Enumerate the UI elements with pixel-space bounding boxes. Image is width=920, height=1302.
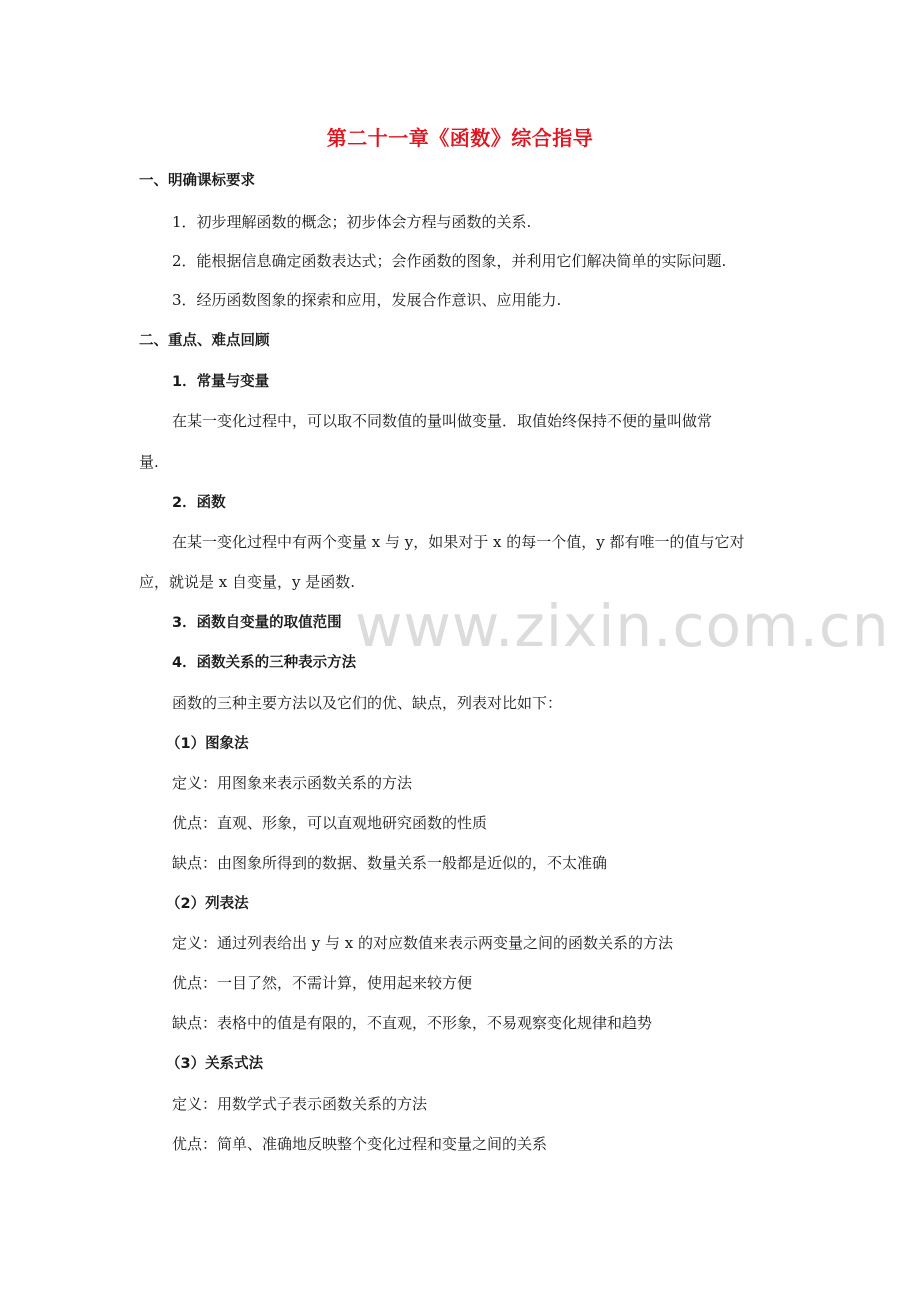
subheading-domain: 3．函数自变量的取值范围 (172, 615, 342, 631)
method-table-disadvantage: 缺点：表格中的值是有限的，不直观，不形象，不易观察变化规律和趋势 (172, 1014, 653, 1032)
paragraph-function-line1: 在某一变化过程中有两个变量 x 与 y，如果对于 x 的每一个值，y 都有唯一的值与它对 (172, 533, 745, 551)
subheading-representations: 4．函数关系的三种表示方法 (172, 655, 357, 671)
method-graph-definition: 定义：用图象来表示函数关系的方法 (172, 774, 413, 792)
method-heading-graph: （1）图象法 (166, 736, 249, 752)
requirement-item-3: 3．经历函数图象的探索和应用，发展合作意识、应用能力. (172, 291, 562, 309)
method-formula-advantage: 优点：简单、准确地反映整个变化过程和变量之间的关系 (172, 1135, 548, 1153)
document-title: 第二十一章《函数》综合指导 (326, 126, 594, 150)
method-graph-advantage: 优点：直观、形象，可以直观地研究函数的性质 (172, 814, 488, 832)
paragraph-function-line2: 应，就说是 x 自变量，y 是函数. (139, 573, 356, 591)
paragraph-constants-line1: 在某一变化过程中，可以取不同数值的量叫做变量．取值始终保持不便的量叫做常 (172, 412, 713, 430)
section-heading-key-points: 二、重点、难点回顾 (139, 333, 270, 349)
requirement-item-1: 1．初步理解函数的概念；初步体会方程与函数的关系. (172, 213, 532, 231)
paragraph-constants-line2: 量. (139, 453, 159, 471)
method-formula-definition: 定义：用数学式子表示函数关系的方法 (172, 1095, 428, 1113)
method-graph-disadvantage: 缺点：由图象所得到的数据、数量关系一般都是近似的，不太准确 (172, 854, 608, 872)
method-heading-table: （2）列表法 (166, 896, 249, 912)
section-heading-requirements: 一、明确课标要求 (139, 173, 255, 189)
watermark: www.zixin.com.cn (355, 592, 890, 660)
method-table-advantage: 优点：一目了然，不需计算，使用起来较方便 (172, 974, 473, 992)
method-table-definition: 定义：通过列表给出 y 与 x 的对应数值来表示两变量之间的函数关系的方法 (172, 934, 674, 952)
requirement-item-2: 2．能根据信息确定函数表达式；会作函数的图象，并利用它们解决简单的实际问题. (172, 252, 727, 270)
subheading-constants-variables: 1．常量与变量 (172, 374, 270, 390)
subheading-function: 2．函数 (172, 495, 226, 511)
method-heading-formula: （3）关系式法 (166, 1056, 264, 1072)
paragraph-representations-intro: 函数的三种主要方法以及它们的优、缺点，列表对比如下： (172, 694, 563, 712)
